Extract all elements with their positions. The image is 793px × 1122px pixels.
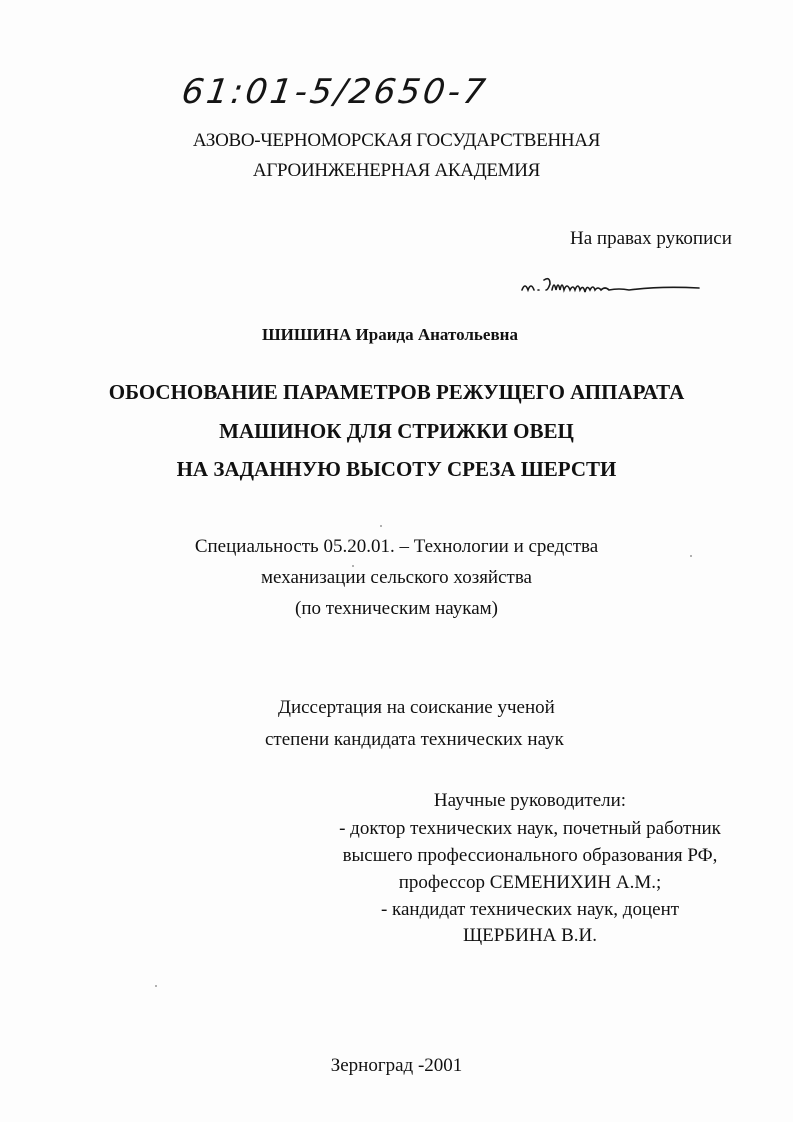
specialty-line-3: (по техническим наукам) xyxy=(295,598,498,619)
title-line-2: МАШИНОК ДЛЯ СТРИЖКИ ОВЕЦ xyxy=(219,419,574,443)
title-line-3: НА ЗАДАННУЮ ВЫСОТУ СРЕЗА ШЕРСТИ xyxy=(176,457,617,481)
author-signature xyxy=(518,272,708,298)
specialty-line-1: Специальность 05.20.01. – Технологии и средства xyxy=(194,536,599,557)
scan-speck xyxy=(690,555,692,557)
archive-number-handwritten: 61:01-5/2650-7 xyxy=(179,72,491,112)
author-name: ШИШИНА Ираида Анатольевна xyxy=(262,325,518,344)
manuscript-rights: На правах рукописи xyxy=(570,228,732,249)
advisor-line-1: - доктор технических наук, почетный работник xyxy=(339,818,721,839)
advisor-line-3: профессор СЕМЕНИХИН А.М.; xyxy=(398,872,662,893)
place-and-year: Зерноград -2001 xyxy=(330,1055,463,1076)
title-line-1: ОБОСНОВАНИЕ ПАРАМЕТРОВ РЕЖУЩЕГО АППАРАТА xyxy=(108,380,685,404)
advisor-line-2: высшего профессионального образования РФ, xyxy=(342,845,718,866)
dissertation-line-1: Диссертация на соискание ученой xyxy=(278,697,555,718)
institution-line-2: АГРОИНЖЕНЕРНАЯ АКАДЕМИЯ xyxy=(252,160,541,181)
advisor-line-5: ЩЕРБИНА В.И. xyxy=(462,925,598,946)
advisor-line-4: - кандидат технических наук, доцент xyxy=(380,899,680,920)
scan-speck xyxy=(352,565,354,567)
signature-scribble-icon xyxy=(518,272,708,298)
advisors-heading: Научные руководители: xyxy=(433,790,627,811)
specialty-line-2: механизации сельского хозяйства xyxy=(260,567,532,588)
dissertation-line-2: степени кандидата технических наук xyxy=(265,729,564,750)
scan-speck xyxy=(155,985,157,987)
institution-line-1: АЗОВО-ЧЕРНОМОРСКАЯ ГОСУДАРСТВЕННАЯ xyxy=(192,130,601,151)
scan-speck xyxy=(380,525,382,527)
